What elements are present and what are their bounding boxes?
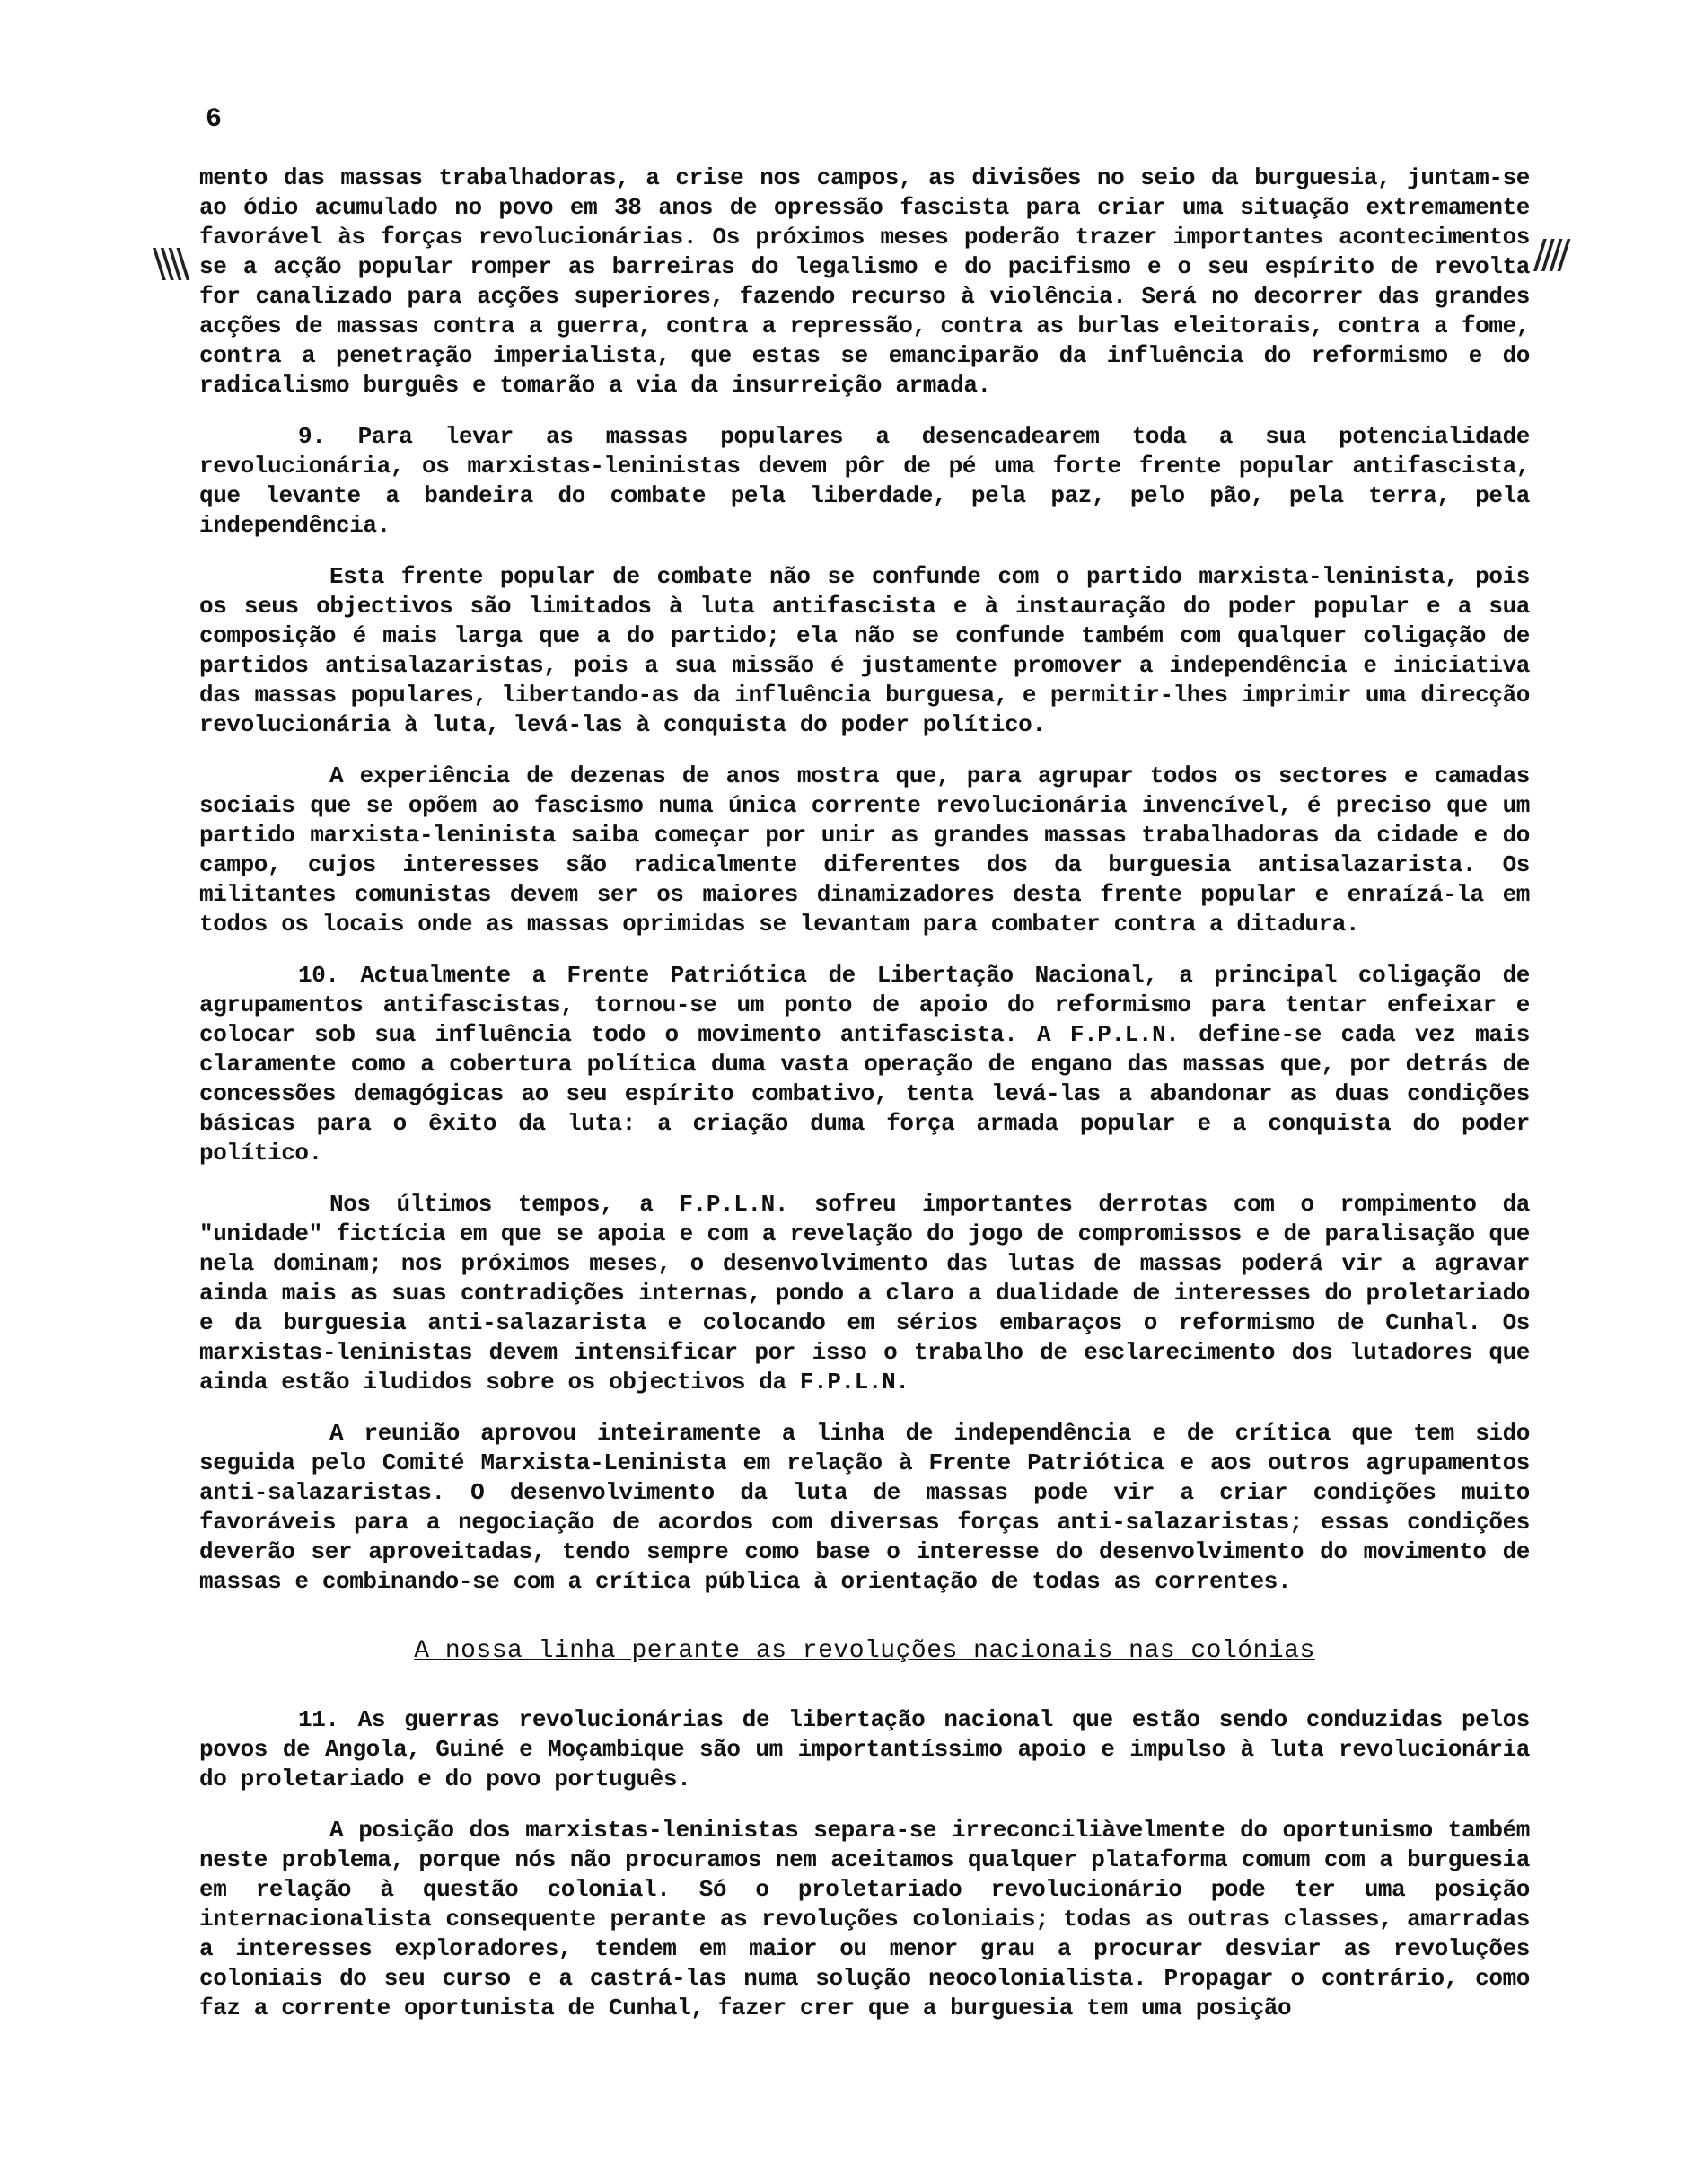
document-body [199, 163, 1530, 2045]
paragraph-10: 10. Actualmente a Frente Patriótica de Libertação Nacional, a principal coligação de agrupamentos antifascistas, tornou-se um ponto de apoio do reformismo para tentar enfeixar e colocar sob sua influência todo o movimento antifascista. A F.P.L.N. define-se cada vez mais claramente como a cobertura política duma vasta operação de engano das massas que, por detrás de concessões demagógicas ao seu espírito combativo, tenta levá-las a abandonar as duas condições básicas para o êxito da luta: a criação duma força armada popular e a conquista do poder político. [199, 962, 1530, 1167]
paragraph-11-posicao: A posição dos marxistas-leninistas separa-se irreconciliàvelmente do oportunismo também neste problema, porque nós não procuramos nem aceitamos qualquer plataforma comum com a burguesia em relação à questão colonial. Só o proletariado revolucionário pode ter uma posição internacionalista consequente perante as revoluções coloniais; todas as outras classes, amarradas a interesses exploradores, tendem em maior ou menor grau a procurar desviar as revoluções coloniais do seu curso e a castrá-las numa solução neocolonialista. Propagar o contrário, como faz a corrente oportunista de Cunhal, fazer crer que a burguesia tem uma posição [199, 1817, 1530, 2021]
page-number: 6 [206, 104, 223, 135]
paragraph-8-continuation: mento das massas trabalhadoras, a crise nos campos, as divisões no seio da burguesia, juntam-se ao ódio acumulado no povo em 38 anos de opressão fascista para criar uma situação extremamente favorável às forças revolucionárias. Os próximos meses poderão trazer importantes acontecimentos se a acção popular romper as barreiras do legalismo e do pacifismo e o seu espírito de revolta for canalizado para acções superiores, fazendo recurso à violência. Será no decorrer das grandes acções de massas contra a guerra, contra a repressão, contra as burlas eleitorais, contra a fome, contra a penetração imperialista, que estas se emanciparão da influência do reformismo e do radicalismo burguês e tomarão a via da insurreição armada. [199, 164, 1530, 399]
paragraph-9-experiencia: A experiência de dezenas de anos mostra que, para agrupar todos os sectores e camadas sociais que se opõem ao fascismo numa única corrente revolucionária invencível, é preciso que um partido marxista-leninista saiba começar por unir as grandes massas trabalhadoras da cidade e do campo, cujos interesses são radicalmente diferentes dos da burguesia antisalazarista. Os militantes comunistas devem ser os maiores dinamizadores desta frente popular e enraízá-la em todos os locais onde as massas oprimidas se levantam para combater contra a ditadura. [199, 762, 1530, 938]
paragraph-10-fpln: Nos últimos tempos, a F.P.L.N. sofreu importantes derrotas com o rompimento da "unidade" fictícia em que se apoia e com a revelação do jogo de compromissos e de paralisação que nela dominam; nos próximos meses, o desenvolvimento das lutas de massas poderá vir a agravar ainda mais as suas contradições internas, pondo a claro a dualidade de interesses do proletariado e da burguesia anti-salazarista e colocando em sérios embaraços o reformismo de Cunhal. Os marxistas-leninistas devem intensificar por isso o trabalho de esclarecimento dos lutadores que ainda estão iludidos sobre os objectivos da F.P.L.N. [199, 1191, 1530, 1396]
section-heading: A nossa linha perante as revoluções nacionais nas colónias [414, 1637, 1315, 1665]
left-margin-annotation: \\\\ [153, 241, 185, 286]
right-margin-annotation: //// [1533, 232, 1566, 277]
paragraph-9: 9. Para levar as massas populares a desencadearem toda a sua potencialidade revolucionária, os marxistas-leninistas devem pôr de pé uma forte frente popular antifascista, que levante a bandeira do combate pela liberdade, pela paz, pelo pão, pela terra, pela independência. [199, 423, 1530, 539]
paragraph-11: 11. As guerras revolucionárias de libertação nacional que estão sendo conduzidas pelos povos de Angola, Guiné e Moçambique são um importantíssimo apoio e impulso à luta revolucionária do proletariado e do povo português. [199, 1706, 1530, 1792]
paragraph-9-frente-popular: Esta frente popular de combate não se confunde com o partido marxista-leninista, pois os seus objectivos são limitados à luta antifascista e à instauração do poder popular e a sua composição é mais larga que a do partido; ela não se confunde também com qualquer coligação de partidos antisalazaristas, pois a sua missão é justamente promover a independência e iniciativa das massas populares, libertando-as da influência burguesa, e permitir-lhes imprimir uma direcção revolucionária à luta, levá-las à conquista do poder político. [199, 563, 1530, 738]
paragraph-10-reuniao: A reunião aprovou inteiramente a linha de independência e de crítica que tem sido seguida pelo Comité Marxista-Leninista em relação à Frente Patriótica e aos outros agrupamentos anti-salazaristas. O desenvolvimento da luta de massas pode vir a criar condições muito favoráveis para a negociação de acordos com diversas forças anti-salazaristas; essas condições deverão ser aproveitadas, tendo sempre como base o interesse do desenvolvimento do movimento de massas e combinando-se com a crítica pública à orientação de todas as correntes. [199, 1420, 1530, 1595]
